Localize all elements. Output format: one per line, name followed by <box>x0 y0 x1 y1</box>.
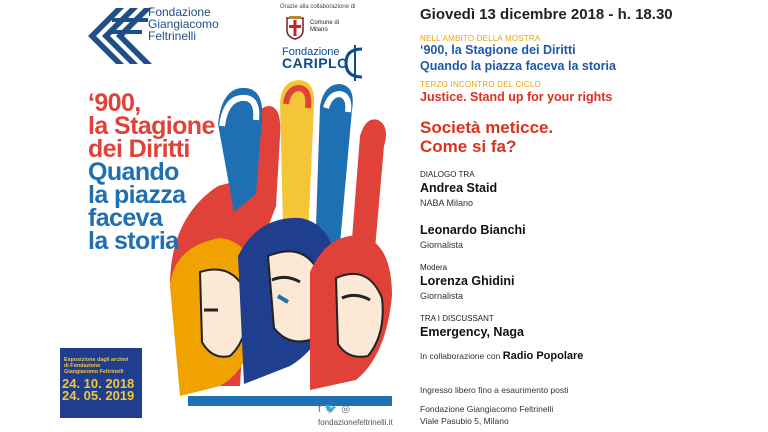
speaker-1-role: NABA Milano <box>420 198 474 208</box>
instagram-icon[interactable]: ◎ <box>341 404 354 415</box>
org-line-3: Feltrinelli <box>148 29 197 43</box>
exhibit-note-line-1: Esposizione dagli archivi <box>64 357 129 363</box>
exhibit-note-line-3: Giangiacomo Feltrinelli <box>64 369 124 375</box>
venue-address: Viale Pasubio 5, Milano <box>420 416 509 426</box>
exhibit-kicker: NELL'AMBITO DELLA MOSTRA <box>420 34 541 43</box>
website-link[interactable]: fondazionefeltrinelli.it <box>318 418 393 427</box>
talk-title-line-1: Società meticce. <box>420 118 554 137</box>
exhibit-date-end: 24. 05. 2019 <box>62 388 135 403</box>
comune-line-1: Comune di <box>310 20 340 26</box>
poster-subtitle-line-4: la storia <box>88 227 179 255</box>
cariplo-line-2: CARIPLO <box>282 55 349 71</box>
cycle-kicker: TERZO INCONTRO DEL CICLO <box>420 80 541 89</box>
poster-subtitle-line-3: faceva <box>88 204 163 232</box>
exhibit-subtitle: Quando la piazza faceva la storia <box>420 59 616 73</box>
collab-note: Grazie alla collaborazione di <box>280 4 356 10</box>
poster-title-line-2: la Stagione <box>88 112 215 140</box>
exhibit-title: ‘900, la Stagione dei Diritti <box>420 43 576 57</box>
collab-line <box>420 350 583 362</box>
poster-subtitle-line-1: Quando <box>88 158 179 186</box>
moderator-label: Modera <box>420 263 448 272</box>
twitter-icon[interactable]: 🐦 <box>324 404 342 415</box>
dialogue-label: DIALOGO TRA <box>420 170 475 179</box>
cycle-title: Justice. Stand up for your rights <box>420 90 613 104</box>
exhibit-note <box>64 357 142 375</box>
discussants-label: TRA I DISCUSSANT <box>420 314 494 323</box>
comune-line-2: Milano <box>310 27 328 33</box>
facebook-icon[interactable]: f <box>318 404 325 415</box>
speaker-1-name: Andrea Staid <box>420 181 498 195</box>
event-datetime: Giovedì 13 dicembre 2018 - h. 18.30 <box>420 6 673 23</box>
comune-crest-icon <box>285 16 305 40</box>
speaker-2-role: Giornalista <box>420 240 464 250</box>
moderator-name: Lorenza Ghidini <box>420 274 515 288</box>
social-links <box>318 404 354 415</box>
entry-note: Ingresso libero fino a esaurimento posti <box>420 385 569 395</box>
collab-prefix: In collaborazione con <box>420 351 501 361</box>
poster-subtitle-line-2: la piazza <box>88 181 186 209</box>
org-line-1: Fondazione <box>148 5 211 19</box>
poster-title-line-3: dei Diritti <box>88 135 190 163</box>
cariplo-line-1: Fondazione <box>282 46 340 58</box>
exhibit-dates <box>62 378 144 402</box>
collab-partner: Radio Popolare <box>502 350 584 362</box>
moderator-role: Giornalista <box>420 291 464 301</box>
exhibit-date-start: 24. 10. 2018 <box>62 376 135 391</box>
talk-title <box>420 118 553 156</box>
talk-title-line-2: Come si fa? <box>420 137 517 156</box>
org-name <box>148 6 219 42</box>
venue-name: Fondazione Giangiacomo Feltrinelli <box>420 404 554 414</box>
comune-label <box>310 20 339 34</box>
poster-title <box>88 89 215 255</box>
poster-title-line-1: ‘900, <box>88 89 141 117</box>
discussants: Emergency, Naga <box>420 325 524 339</box>
exhibit-note-line-2: di Fondazione <box>64 363 101 369</box>
speaker-2-name: Leonardo Bianchi <box>420 223 526 237</box>
org-line-2: Giangiacomo <box>148 17 219 31</box>
